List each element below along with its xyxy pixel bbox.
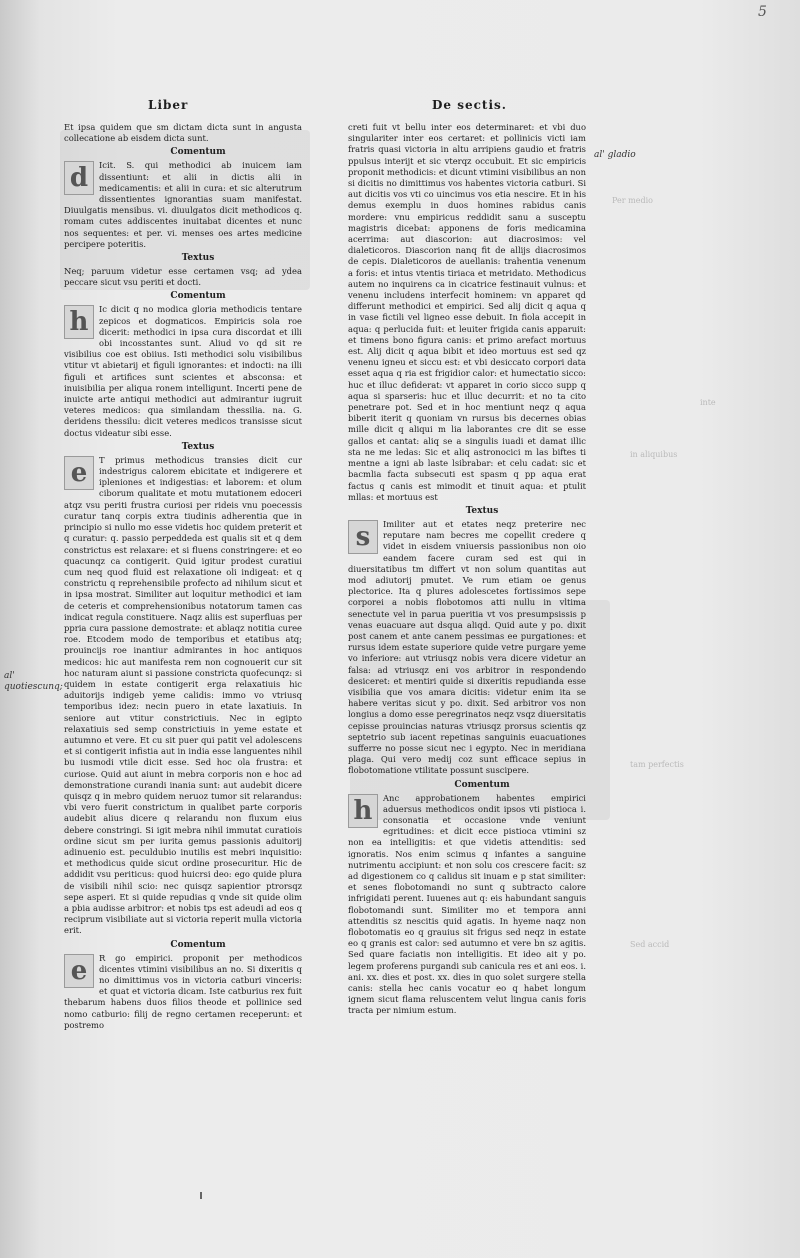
paragraph-text: T primus methodicus transies dicit cur indestrigus calorem ebicitate et indigerere et ipleniones et indigestias: et laborem: et olum ciborum qualitate et motu mutationem edoceri atqz vsu periti frustra curiosi per rideis vnu poecessis curatur tanq corpis extra tiudinis adherentia que in principio si nullo mo esse videtis hoc quidem preterit et q curatur: q. passio perpeddeda est qualis sit et q dem constrictus est relaxare: et si fluens constringere: et eo quacunqz ca contigerit. Quid igitur prodest curatiui cum neq quod fluid est relaxatione oli indigeat: et q constrictu q reprehensibile profecto ad nihilum sicut et in ipsa mostrat. Similiter aut loquitur methodici et iam de ceteris et comprehensionibus notatorum tamen cas indicat regula constituere. Naqz aliis est superfluas per ppria cura passione demostrate: et ablaqz notitia curee roe. Etcodem modo de temporibus et etatibus atq; prouincijs roe inantiur admirantes in hoc antiquos medicos: hic aut manifesta rem non cognouerit cur sit hoc naturam aiunt si passione constricta quofecunqz: si quidem in estate contigerit erga relaxatiuis hic aduitorijs indigeb yeme calidis: immo vo vtriusq temporibus idez: necin puero in etate laxatiuis. In seniore aut vtitur constrictiuis. Nec in egipto relaxatiuis sed semp constrictiuis in yeme estate et autumno et vere. Et cu sit puer qui patit vel adolescens et si contigerit infistia aut in india esse languentes nihil bu iusmodi vtile dicit esse. Sed hoc ola frustra: et curiose. Quid aut aiunt in mebra corporis non e hoc ad demonstratione curandi inania sunt: aut audebit dicere quisqz q in mebro quidem neruoz tumor sit relarandus: vbi vero fuerit constrictum in qualibet parte corporis audebit alius dicere q relarandu non fluxum eius debere constringi. Si igit mebra nihil immutat curatiois ordine sicut sm per iurita gemus passionis aduitorij adinuenio est. peculdubio inutilis est mebri inquisitio: et methodicus quide sicut ordine prosecuritur. Hic de addidit vsu periticus: quod huicrsi deo: ego quide plura de visibili nihil scio: nec quisqz sapientior ptrorsqz sepe asperi. Et si quide repudias q vnde sit quide olim a pbia audisse arbitror: et nobis tps est adeudi ad eos q reciprum visibiliate aut si victoria reperit mulla victoria erit.	[64, 454, 302, 936]
paragraph	[348, 519, 586, 777]
faint-bleedthrough-note: inte	[700, 398, 716, 407]
decorated-initial: s	[348, 520, 378, 554]
section-heading: Comentum	[170, 147, 226, 158]
section-heading: Textus	[181, 441, 215, 452]
margin-gloss-right: al' gladio	[594, 150, 636, 160]
paragraph-text: Neq; paruum videtur esse certamen vsq; ad ydea peccare sicut vsu periti et docti.	[64, 266, 302, 288]
folio-number: 5	[758, 4, 767, 20]
paragraph	[64, 160, 302, 250]
decorated-initial: e	[64, 954, 94, 988]
paragraph	[64, 304, 302, 438]
running-head-left: Liber	[148, 98, 189, 112]
section-heading: Textus	[465, 505, 499, 516]
left-column	[64, 122, 302, 1033]
paragraph	[348, 793, 586, 1017]
paragraph-text: creti fuit vt bellu inter eos determinaret: et vbi duo singulariter inter eos certaret: et pollinicis victi iam fratris quasi victoria in altu arripiens gaudio et fratris ppulsus interijt et sic vterqz occubuit. Et sic empiricis proponit methodicis: et dicunt vtimini visibilibus an non si dicitis no dimittimus vos habentes victoria catburi. Si aut dicitis vos vti co uincimus vos etia nescire. Et in his demus exemplu in duos homines rabidus canis mordere: vnu empiricus reddidit sanu a susceptu magistris dicebat: apponens de foris medicamina acerrima: aut diascorion: aut diacrosimos: vel dialeticoros. Diascorion nanq fit de allijs diacrosimos de cepis. Dialeticoros de auellanis: trahentia venenum a foris: et intus vtentis tiriaca et metridato. Methodicus autem no inquirens ca in cicatrice festinauit vulnus: et venenu includens interfecit hominem: vn apparet qd differunt methodici et empirici. Sed alij dicit q aqua q in vase fictili vel ligneo esse debuit. In fiola accepit in aqua: q perlucida fuit: et leuiter frigida canis apparuit: et timens bono figura canis: et primo arefact mortuus est. Alij dicit q aqua bibit et ideo mortuus est sed qz venenu igneu et siccu est: et vbi desiccato corpori data esset aqua q ria est frigidior calor: et humectatio sicco: huc et illuc defiderat: vt apparet in corio sicco supp q aqua si sparseris: huc et illuc decurrit: et no ta cito penetrare pot. Sed et in hoc mentiunt neqz q aqua biberit iterit q quoniam vn rursus bis decernes obias mille dicit q aliqui m lia laborantes cre dit se esse gallos et cantat: aliq se a singulis iuadi et damat illic sta ne me ledas: Sic et aliq astronocici m las biftes ti mentne a igni ab laste lsibrabar: et celu cadat: sic et bacmlia facta subsecuti est spasm q pp aqua erat factus q canis est mimodit et tinuit aqua: et ptulit mllas: et mortuus est	[348, 122, 586, 502]
paragraph-text: Icit. S. qui methodici ab inuicem iam dissentiunt: et alii in dictis alii in medicamentis: et alii in cura: et sic alterutrum dissentientes ignorantias suam manifestat. Diuulgatis mensibus. vi. diuulgatos dicit methodicos q. romam cutes addiscentes inuitabat dicentes et nunc nos sequentes: et per. vi. menses oes artes medicine percipere poteritis.	[64, 160, 302, 249]
section-heading: Comentum	[170, 939, 226, 950]
section-heading: Comentum	[170, 291, 226, 302]
decorated-initial: h	[348, 794, 378, 828]
section-heading: Comentum	[454, 779, 510, 790]
decorated-initial: d	[64, 161, 94, 195]
faint-bleedthrough-note: in aliquibus	[630, 450, 678, 459]
decorated-initial: h	[64, 305, 94, 339]
decorated-initial: e	[64, 456, 94, 490]
intro-text: Et ipsa quidem que sm dictam dicta sunt in angusta collecatione ab eisdem dicta sunt.	[64, 122, 302, 144]
running-head-right: De sectis.	[432, 98, 507, 112]
faint-bleedthrough-note: Sed accid	[630, 940, 670, 949]
paragraph-text: Anc approbationem habentes empirici aduersus methodicos ondit ipsos vti pistioca i. consonatia et occasione vnde veniunt egritudines: et dicit ecce pistioca vtimini sz non ea intelligitis: et que videtis attenditis: sed ignoratis. Nos enim scimus q infantes a sanguine nutrimentu accipiunt: et non solu cos crescere facit: sz ad digestionem co q calidus sit inuam e p stat similiter: et senes flobotomandi no sunt q subtracto calore infrigidati perent. Iuuenes aut q: eis habundant sanguis flobotomandi sunt. Similiter mo et tempora anni attenditis sz nescitis quid agatis. In hyeme naqz non flobotomatis eo q grauius sit frigus sed neqz in estate eo q granis est calor: sed autumno et vere bn sz agitis. Sed quare faciatis non intelligitis. Et ideo ait y po. legem proferens purgandi sub canicula res et ani eos. i. ani. xx. dies et post. xx. dies in quo solet surgere stella canis: stella hec canis vocatur eo q habet longum ignem sicut flama reluscentem velut lingua canis foris tracta per nimium estum.	[348, 792, 586, 1016]
paragraph-text: Ic dicit q no modica gloria methodicis tentare zepicos et dogmaticos. Empiricis sola roe dicerit: methodici in ipsa cura discordat et illi obi incosstantes sunt. Aliud vo qd sit re visibilius coe est obiius. Isti methodici solu visibilibus vtitur vt abietarij et figuli ignorantes: et indocti: na illi figuli et artifices sunt scientes et absconsa: et inuisibilia per aliqua ronem intelligunt. Incerti pene de inuicte arte antiqui methodici aut admirantur iugruit veteres medicos: qua similandam thessilia. na. G. deridens thessilu: dicit veteres medicos transisse sicut doctus videatur sibi esse.	[64, 304, 302, 438]
ink-mark	[200, 1192, 202, 1199]
paragraph	[64, 455, 302, 937]
faint-bleedthrough-note: tam perfectis	[630, 760, 684, 769]
margin-gloss-left: al' quotiescunq;	[4, 671, 63, 692]
section-heading: Textus	[181, 253, 215, 264]
paragraph-text: Imiliter aut et etates neqz preterire nec reputare nam becres me copellit credere q videt in eisdem vniuersis passionibus non oio eandem facere curam sed est qui in diuersitatibus tm differt vt non solum quantitas aut mod adiutorij pmutet. Ve rum etiam oe genus plectorice. Ita q plures adolescetes fortissimos sepe corporei a nobis flobotomos atti nullu in vltima senectute vel in parua pueritia vt vos presumpsissis p venas euacuare aut dsqua aliqd. Quid aute y po. dixit post canem et ante canem pessimas ee purgationes: et rursus idem estate superiore quide vetre purgare yeme vo inferiore: aut vtriusqz nobis vera dicere videtur an falsa: ad vtriusqz eni vos arbitror in respondendo desiceret: et mentiri quide si dixeritis repudianda esse visibilia que vos amara dicitis: videtur enim ita se habere veritas sicut y po. dixit. Sed arbitror vos non longius a domo esse peregrinatos neqz vsqz diuersitatis cepisse prouincias naturas vtriusqz prorsus scientis qz septetrio sub iacent repetinas sanguinis euacuationes sufferre no posse sicut nec i egypto. Nec in meridiana plaga. Qui vero medij coz sunt efficace sepius in flobotomatione vtilitate possunt suscipere.	[348, 518, 586, 776]
paragraph-text: R go empirici. proponit per methodicos dicentes vtimini visibilibus an no. Si dixeritis q no dimittimus vos in victoria catburi vinceris: et quat et victoria dicam. Iste catburius rex fuit thebarum habens duos filios theode et pollinice sed nomo catburio: filij de regno certamen receperunt: et postremo	[64, 952, 302, 1030]
paragraph	[64, 953, 302, 1031]
right-column	[348, 122, 586, 1019]
faint-bleedthrough-note: Per medio	[612, 196, 653, 205]
